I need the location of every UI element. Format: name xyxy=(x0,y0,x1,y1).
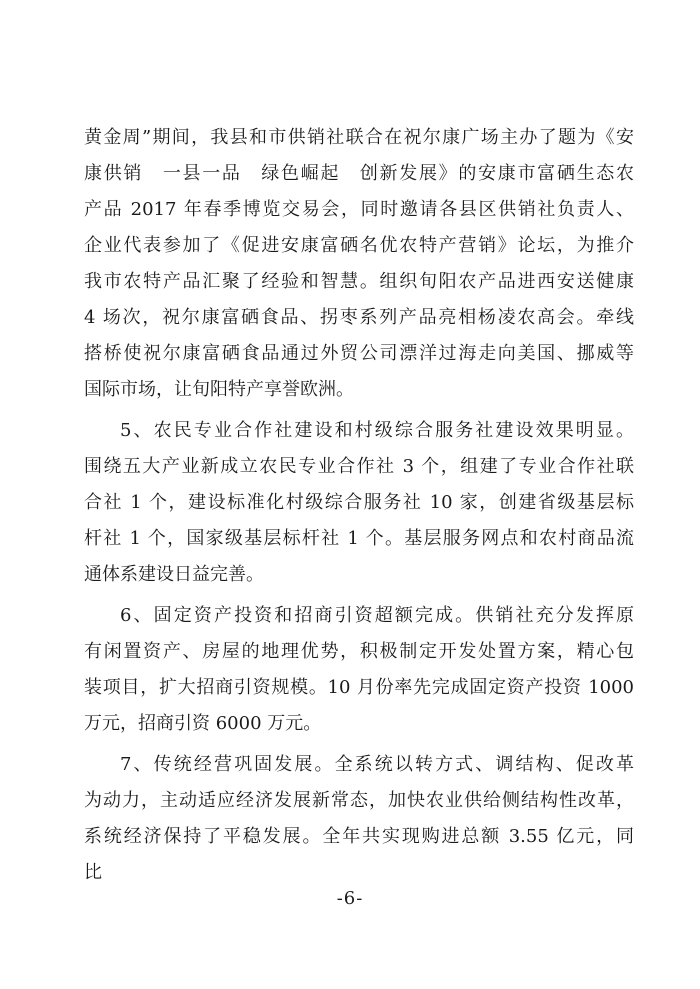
paragraph-7-traditional-business xyxy=(84,747,634,891)
paragraph-5-cooperatives xyxy=(84,413,634,593)
text-line: 杆社 1 个，国家级基层标杆社 1 个。基层服务网点和农村商品流 xyxy=(84,528,634,549)
paragraph-heading-line: 5、农民专业合作社建设和村级综合服务社建设效果明显。 xyxy=(120,420,634,441)
text-line: 通体系建设日益完善。 xyxy=(84,564,264,585)
paragraph-heading-line: 6、固定资产投资和招商引资超额完成。供销社充分发挥原 xyxy=(120,605,634,626)
text-line: 围绕五大产业新成立农民专业合作社 3 个，组建了专业合作社联 xyxy=(84,456,634,477)
text-line: 系统经济保持了平稳发展。全年共实现购进总额 3.55 亿元，同 xyxy=(84,826,634,847)
paragraph-4-continuation xyxy=(84,120,634,408)
text-line: 为动力，主动适应经济发展新常态，加快农业供给侧结构性改革， xyxy=(84,790,634,811)
text-line: 万元，招商引资 6000 万元。 xyxy=(84,713,322,734)
text-line: 有闲置资产、房屋的地理优势，积极制定开发处置方案，精心包 xyxy=(84,641,634,662)
paragraph-6-investment xyxy=(84,598,634,742)
text-line: 康供销 一县一品 绿色崛起 创新发展》的安康市富硒生态农 xyxy=(84,163,634,184)
text-line: 黄金周”期间，我县和市供销社联合在祝尔康广场主办了题为《安 xyxy=(84,127,634,148)
text-line: 企业代表参加了《促进安康富硒名优农特产营销》论坛，为推介 xyxy=(84,235,634,256)
paragraph-heading-line: 7、传统经营巩固发展。全系统以转方式、调结构、促改革 xyxy=(120,754,634,775)
text-line: 产品 2017 年春季博览交易会，同时邀请各县区供销社负责人、 xyxy=(84,199,634,220)
text-line: 合社 1 个，建设标准化村级综合服务社 10 家，创建省级基层标 xyxy=(84,492,634,513)
text-line: 我市农特产品汇聚了经验和智慧。组织旬阳农产品进西安送健康 xyxy=(84,271,634,292)
document-body xyxy=(84,120,634,891)
text-line: 4 场次，祝尔康富硒食品、拐枣系列产品亮相杨凌农高会。牵线 xyxy=(84,307,634,328)
text-line: 搭桥使祝尔康富硒食品通过外贸公司漂洋过海走向美国、挪威等 xyxy=(84,343,634,364)
text-line: 装项目，扩大招商引资规模。10 月份率先完成固定资产投资 1000 xyxy=(84,677,634,698)
page-number: -6- xyxy=(336,888,364,909)
text-line: 国际市场，让旬阳特产享誉欧洲。 xyxy=(84,379,354,400)
text-line: 比 xyxy=(84,862,102,883)
